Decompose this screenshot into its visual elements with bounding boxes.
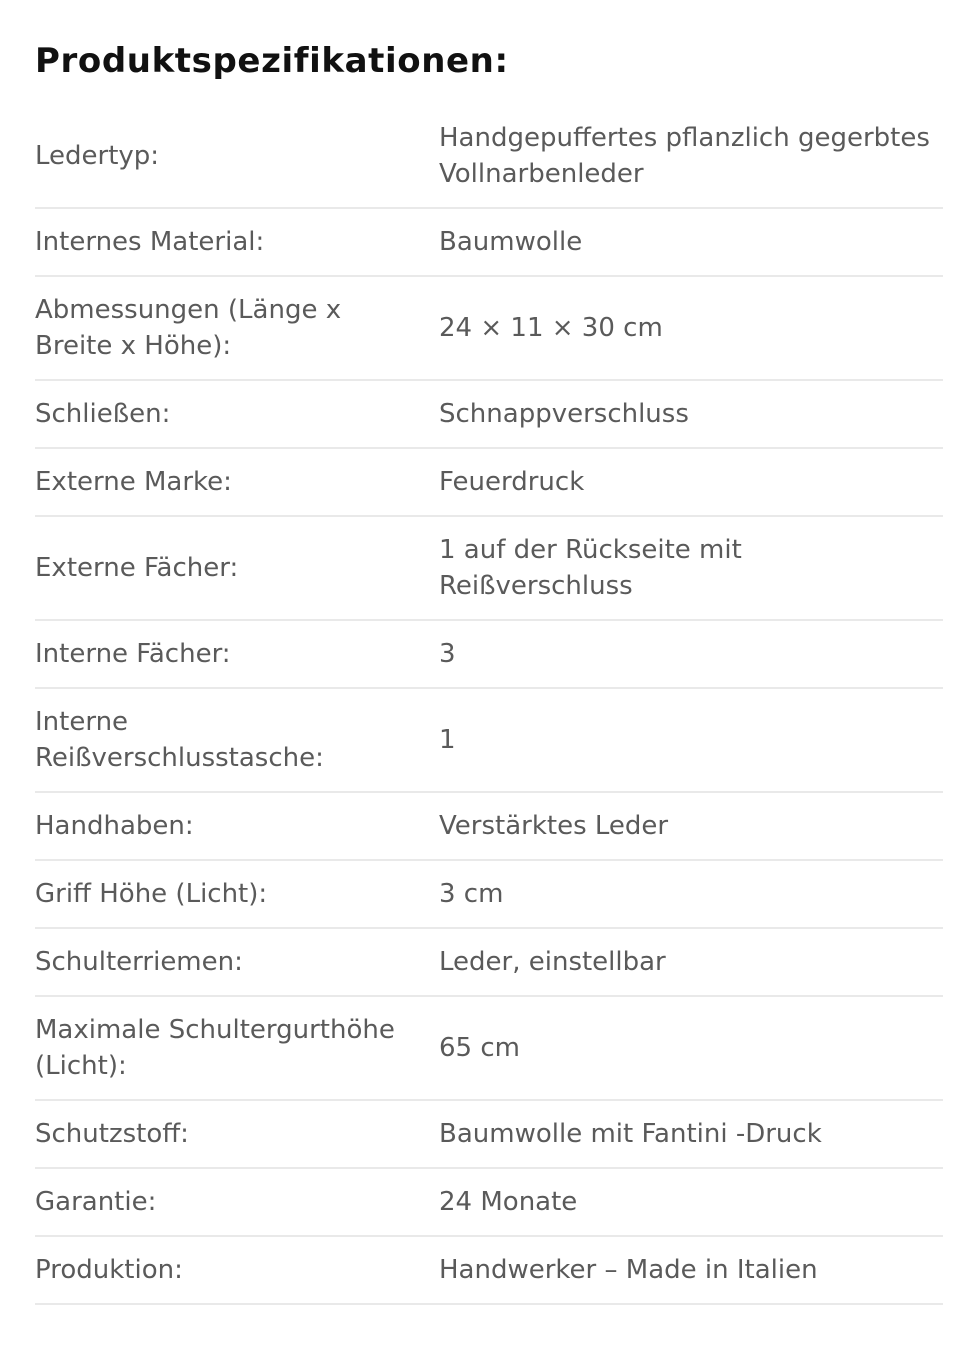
spec-value: 3 — [439, 620, 943, 688]
spec-label: Schutzstoff: — [35, 1100, 439, 1168]
spec-row-leather-type — [35, 105, 943, 208]
spec-row-external-brand — [35, 448, 943, 516]
spec-value: Handgepuffertes pflanzlich gegerbtes Vollnarbenleder — [439, 105, 943, 208]
spec-row-internal-compartments — [35, 620, 943, 688]
spec-label: Interne Fächer: — [35, 620, 439, 688]
spec-row-warranty — [35, 1168, 943, 1236]
spec-value: Baumwolle mit Fantini -Druck — [439, 1100, 943, 1168]
spec-row-handle-height — [35, 860, 943, 928]
spec-label: Handhaben: — [35, 792, 439, 860]
spec-row-external-compartments — [35, 516, 943, 620]
spec-table — [35, 105, 943, 1305]
spec-value: Schnappverschluss — [439, 380, 943, 448]
spec-value: 3 cm — [439, 860, 943, 928]
spec-label: Produktion: — [35, 1236, 439, 1304]
spec-value: Handwerker – Made in Italien — [439, 1236, 943, 1304]
spec-value: 24 Monate — [439, 1168, 943, 1236]
spec-value: 65 cm — [439, 996, 943, 1100]
spec-row-production — [35, 1236, 943, 1304]
spec-value: Feuerdruck — [439, 448, 943, 516]
spec-label: Ledertyp: — [35, 105, 439, 208]
spec-label: Garantie: — [35, 1168, 439, 1236]
spec-value: 1 — [439, 688, 943, 792]
spec-value: Leder, einstellbar — [439, 928, 943, 996]
spec-label: Schließen: — [35, 380, 439, 448]
spec-row-shoulder-strap — [35, 928, 943, 996]
spec-label: Internes Material: — [35, 208, 439, 276]
spec-row-dust-bag — [35, 1100, 943, 1168]
spec-row-max-strap-height — [35, 996, 943, 1100]
spec-row-internal-material — [35, 208, 943, 276]
spec-row-dimensions — [35, 276, 943, 380]
spec-label: Griff Höhe (Licht): — [35, 860, 439, 928]
spec-row-internal-zip-pocket — [35, 688, 943, 792]
spec-value: 1 auf der Rückseite mit Reißverschluss — [439, 516, 943, 620]
spec-row-closure — [35, 380, 943, 448]
spec-label: Externe Fächer: — [35, 516, 439, 620]
spec-row-handles — [35, 792, 943, 860]
spec-label: Interne Reißverschlusstasche: — [35, 688, 439, 792]
page-title: Produktspezifikationen: — [35, 41, 509, 81]
spec-label: Externe Marke: — [35, 448, 439, 516]
spec-value: Baumwolle — [439, 208, 943, 276]
spec-value: Verstärktes Leder — [439, 792, 943, 860]
spec-label: Abmessungen (Länge x Breite x Höhe): — [35, 276, 439, 380]
spec-label: Maximale Schultergurthöhe (Licht): — [35, 996, 439, 1100]
spec-label: Schulterriemen: — [35, 928, 439, 996]
spec-value: 24 × 11 × 30 cm — [439, 276, 943, 380]
